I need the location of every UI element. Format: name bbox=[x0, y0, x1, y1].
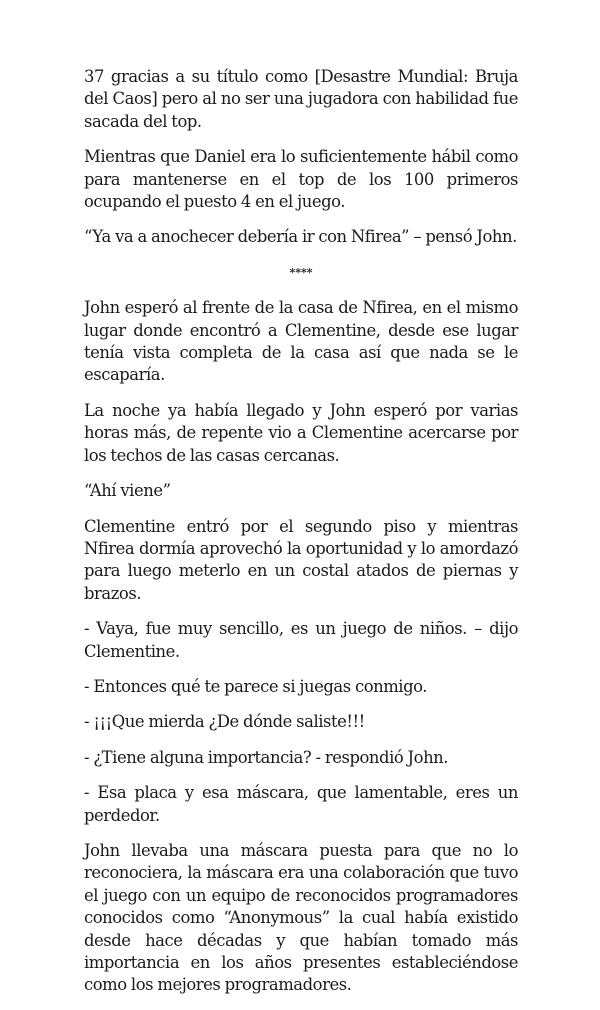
dialogue-line: - ¿Tiene alguna importancia? - respondió John. bbox=[84, 747, 449, 767]
scene-separator: **** bbox=[289, 265, 313, 279]
paragraph: La noche ya había llegado y John esperó por varias horas más, de repente vio a Clementine acercarse por los techos de las casas cercanas. bbox=[84, 400, 518, 465]
paragraph: John llevaba una máscara puesta para que no lo reconociera, la máscara era una colaboración que tuvo el juego con un equipo de reconocidos programadores conocidos como “Anonymous” la cual había existido desde hace décadas y que habían tomado más importancia en los años presentes estableciéndose como los mejores programadores. bbox=[84, 840, 518, 995]
paragraph: 37 gracias a su título como [Desastre Mundial: Bruja del Caos] pero al no ser una jugadora con habilidad fue sacada del top. bbox=[84, 67, 518, 131]
dialogue-line: - ¡¡¡Que mierda ¿De dónde saliste!!! bbox=[84, 712, 365, 732]
paragraph: “Ya va a anochecer debería ir con Nfirea” – pensó John. bbox=[84, 227, 517, 247]
page-body bbox=[84, 66, 518, 1010]
dialogue-line: - Entonces qué te parece si juegas conmigo. bbox=[84, 676, 428, 696]
dialogue-line: - Vaya, fue muy sencillo, es un juego de niños. – dijo Clementine. bbox=[84, 619, 518, 661]
paragraph: Clementine entró por el segundo piso y mientras Nfirea dormía aprovechó la oportunidad y lo amordazó para luego meterlo en un costal atados de piernas y brazos. bbox=[84, 516, 518, 603]
dialogue-line: - Esa placa y esa máscara, que lamentable, eres un perdedor. bbox=[84, 783, 518, 825]
paragraph: John esperó al frente de la casa de Nfirea, en el mismo lugar donde encontró a Clementine, desde ese lugar tenía vista completa de la casa así que nada se le escaparía. bbox=[84, 298, 518, 385]
paragraph: Mientras que Daniel era lo suficientemente hábil como para mantenerse en el top de los 100 primeros ocupando el puesto 4 en el juego. bbox=[84, 147, 518, 212]
paragraph: “Ahí viene” bbox=[84, 481, 171, 501]
